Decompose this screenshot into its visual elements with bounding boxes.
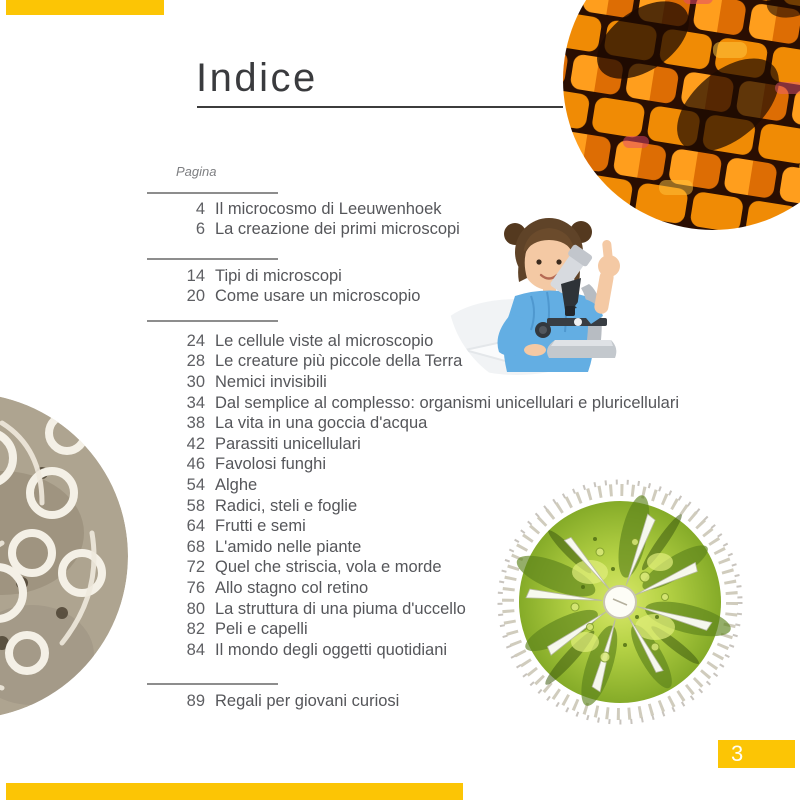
top-accent-bar [6,0,164,15]
toc-entry-page-number: 28 [186,352,205,371]
toc-entry-title: La vita in una goccia d'acqua [215,414,428,433]
bottom-accent-bar [6,783,463,800]
toc-entry-page-number: 46 [186,455,205,474]
toc-entry-title: Regali per giovani curiosi [215,691,400,710]
toc-divider [147,192,278,194]
toc-entry-title: Favolosi funghi [215,455,326,474]
toc-row [147,372,777,393]
toc-divider [147,683,278,685]
toc-entry-page-number: 24 [186,331,205,350]
page-number: 3 [731,741,744,766]
title-underline [197,106,563,108]
toc-row [147,455,777,476]
page-title: Indice [196,56,318,100]
toc-entry-page-number: 68 [186,537,205,556]
toc-column-header: Pagina [176,164,217,179]
toc-row [147,393,777,414]
toc-entry-title: Peli e capelli [215,620,308,639]
toc-entry-page-number: 6 [195,220,205,239]
toc-entry-page-number: 30 [186,372,205,391]
toc-entry-page-number: 14 [186,266,205,285]
toc-entry-title: Come usare un microscopio [215,287,421,306]
toc-entry-page-number: 89 [186,691,205,710]
toc-entry-page-number: 72 [186,558,205,577]
toc-entry-title: Il microcosmo di Leeuwenhoek [215,199,442,218]
toc-entry-page-number: 42 [186,434,205,453]
toc-entry-title: Dal semplice al complesso: organismi unicellulari e pluricellulari [215,393,680,412]
toc-entry-page-number: 4 [195,199,205,218]
toc-entry-page-number: 80 [186,599,205,618]
toc-entry-title: Le creature più piccole della Terra [215,352,463,371]
toc-entry-title: Frutti e semi [215,517,306,536]
toc-entry-title: Quel che striscia, vola e morde [215,558,442,577]
toc-entry-title: L'amido nelle piante [215,537,362,556]
toc-divider [147,258,278,260]
toc-entry-title: Il mondo degli oggetti quotidiani [215,640,448,659]
toc-entry-title: La struttura di una piuma d'uccello [215,599,466,618]
toc-entry-page-number: 20 [186,287,205,306]
toc-entry-page-number: 54 [186,475,205,494]
toc-row [147,352,777,373]
page-number-badge [718,740,795,768]
toc-entry-title: Alghe [215,475,258,494]
toc-row [147,413,777,434]
toc-entry-title: Allo stagno col retino [215,578,369,597]
sponge-texture-photo [0,393,128,719]
toc-entry-page-number: 58 [186,496,205,515]
toc-entry-page-number: 82 [186,620,205,639]
toc-entry-title: Parassiti unicellulari [215,434,361,453]
toc-row [147,434,777,455]
toc-entry-page-number: 38 [186,414,205,433]
toc-entry-page-number: 76 [186,578,205,597]
toc-entry-title: Le cellule viste al microscopio [215,331,434,350]
toc-divider [147,320,278,322]
toc-entry-page-number: 64 [186,517,205,536]
toc-entry-title: La creazione dei primi microscopi [215,220,460,239]
toc-entry-page-number: 34 [186,393,205,412]
toc-entry-title: Nemici invisibili [215,372,327,391]
toc-entry-page-number: 84 [186,640,205,659]
green-alga-micrograph [495,477,745,727]
toc-entry-title: Tipi di microscopi [215,266,342,285]
girl-with-microscope-photo [447,182,659,394]
toc-row [147,199,777,220]
toc-entry-title: Radici, steli e foglie [215,496,358,515]
